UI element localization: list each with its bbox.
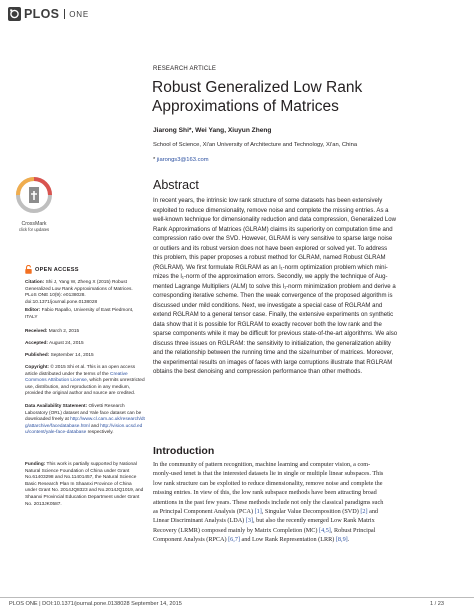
yale-dataset-link[interactable]: http://vision.ucsd.edu/content/yale-face-database <box>25 423 143 436</box>
abstract-line: and the relationship between the running time and the size/number of matrices. Moreover, <box>153 350 394 356</box>
orl-dataset-link[interactable]: http://www.cl.cam.ac.uk/research/dtg/attarchive/facedatabase.html <box>25 417 145 429</box>
crossmark-icon <box>14 175 54 215</box>
affiliation: School of Science, Xi'an University of Architecture and Technology, Xi'an, China <box>153 142 358 148</box>
abstract-line: Rank Approximations of Matrices (GLRAM) claims its superiority on computation time and <box>153 226 393 233</box>
abstract-line: In recent years, the intrinsic low rank structure of some datasets has been extensively <box>153 198 383 204</box>
abstract-line: mizes the l₁-norm of the approximation errors. Secondly, we apply the technique of Aug- <box>153 274 388 280</box>
footer-divider <box>0 597 474 598</box>
abstract-line: well-known technique for dimensionality reduction and data compression, Generalized Low <box>153 217 397 223</box>
introduction-line <box>153 479 457 488</box>
funding-block <box>25 462 145 508</box>
logo-divider <box>64 9 65 19</box>
article-type: RESEARCH ARTICLE <box>153 66 217 72</box>
open-access-label: OPEN ACCESS <box>35 266 79 273</box>
introduction-line <box>153 526 457 535</box>
reference-link[interactable]: [6,7] <box>228 536 240 544</box>
introduction-text: Recovery (LRMR) composed mainly by Matrix Completion (MC) <box>153 526 320 534</box>
title-line: Approximations of Matrices <box>152 98 339 115</box>
editor-block <box>25 308 145 321</box>
introduction-line <box>153 460 457 469</box>
abstract-line: obtains the best denoising and compression performance than other methods. <box>153 369 363 375</box>
data-availability-label: Data Availability Statement: <box>25 404 88 409</box>
introduction-text: attentions in the past few years. These methods include not only the classical paradigms such <box>153 498 384 506</box>
reference-link[interactable]: [3] <box>245 517 254 525</box>
introduction-line <box>153 488 457 497</box>
accepted-block <box>25 341 145 348</box>
introduction-text: . <box>347 536 350 544</box>
introduction-text: as Principal Component Analysis (PCA) <box>153 508 255 516</box>
abstract-line: extend RGLRAM to a general tensor case. Finally, the extensive experiments on synthetic <box>153 312 394 318</box>
data-availability-end: respectively. <box>86 430 114 436</box>
introduction-text: and Low Rank Representation (LRR) <box>239 536 336 544</box>
open-lock-icon <box>25 265 32 274</box>
introduction-text: , Singular Value Decomposition (SVD) <box>261 508 361 516</box>
abstract-line: the experimental results on images of faces with large corruptions illustrate that RGLRAM <box>153 359 393 366</box>
editor-label: Editor: <box>25 308 41 313</box>
abstract-heading: Abstract <box>153 178 199 192</box>
abstract-line: corresponding iterative scheme. Then the weak convergence of the proposed algorithm is <box>153 293 393 299</box>
crossmark-label: CrossMark <box>21 221 47 227</box>
page-number: 1 / 23 <box>430 601 444 607</box>
abstract-line: mented Lagrange Multipliers (ALM) to solve this l₁-norm minimization problem and derive a <box>153 283 396 290</box>
citation-label: Citation: <box>25 280 45 285</box>
abstract-body <box>153 197 457 378</box>
abstract-line: exploited to reduce dimensionality, remove noise and complete the missing entries. As a <box>153 207 389 214</box>
logo-text: PLOS <box>24 7 60 21</box>
license-link[interactable]: Creative Commons Attribution License <box>25 371 128 384</box>
introduction-text: and <box>367 508 379 516</box>
funding-text: This work is partially supported by National Natural Science Foundation of China under Grant No.61403298 and No.11401457, the Natural Science Basic Research Plan In Shaanxi Province of China under Grant No. 2014JQ8323 and No.2014JQ1019, and Shaanxi Provincial Education Department under Grant No. 2013JK0587. <box>25 462 144 507</box>
introduction-line <box>153 498 457 507</box>
reference-link[interactable]: [2] <box>360 508 368 516</box>
introduction-line <box>153 516 457 525</box>
email-star: * <box>153 157 156 163</box>
abstract-line: discuss three issues on RGLRAM: the sensitivity to initialization, the generalization ability <box>153 340 391 347</box>
copyright-text-end: , which permits unrestricted use, distribution, and reproduction in any medium, provided the original author and source are credited. <box>25 378 145 397</box>
introduction-text: monly-used tenet is that the interested datasets lie in single or multiple linear subspaces. This <box>153 470 384 478</box>
abstract-line: data show that it is possible for RGLRAM to exactly recover both the low rank and the <box>153 321 382 328</box>
logo-suffix: ONE <box>69 9 89 19</box>
received-label: Received: <box>25 329 48 334</box>
copyright-text: © 2015 Shi et al. This is an open access article distributed under the terms of the <box>25 365 136 377</box>
published-block <box>25 353 145 360</box>
copyright-label: Copyright: <box>25 365 50 370</box>
footer-citation: PLOS ONE | DOI:10.1371/journal.pone.0138028 September 14, 2015 <box>9 601 182 607</box>
accepted-date: August 24, 2015 <box>47 341 84 346</box>
abstract-line: or outliers and its robust version does not have been explored or solved yet. To address <box>153 245 388 252</box>
accepted-label: Accepted: <box>25 341 48 346</box>
editor-text: Fabio Rapallo, University of East Piedmont, ITALY <box>25 308 134 320</box>
introduction-line <box>153 535 457 544</box>
introduction-text: low rank structure can be exploited to reduce dimensionality, remove noise and complete the <box>153 479 383 487</box>
copyright-block <box>25 365 145 398</box>
reference-link[interactable]: [8,9] <box>335 536 348 544</box>
published-label: Published: <box>25 353 50 358</box>
data-availability-block <box>25 404 145 437</box>
published-date: September 14, 2015 <box>49 353 94 358</box>
authors: Jiarong Shi*, Wei Yang, Xiuyun Zheng <box>153 127 272 134</box>
introduction-text: missing entries. In view of this, the low rank subspace methods have been attracting broad <box>153 489 377 497</box>
article-title <box>152 78 457 116</box>
received-date: March 2, 2015 <box>47 329 80 334</box>
citation-text: Shi J, Yang W, Zheng X (2015) Robust Generalized Low Rank Approximations of Matrices. PLoS ONE 10(9): e0138028. doi:10.1371/journal.pone.0138028 <box>25 280 133 305</box>
email-link[interactable]: jiarongs3@163.com <box>156 157 209 163</box>
introduction-text: , Robust Principal <box>330 526 376 534</box>
introduction-text: In the community of pattern recognition, machine learning and computer vision, a com- <box>153 461 371 468</box>
introduction-line <box>153 507 457 516</box>
abstract-line: compression ratio over the SVD. However, GLRAM is very sensitive to sparse large noise <box>153 236 393 242</box>
crossmark-badge[interactable] <box>14 175 54 232</box>
introduction-line <box>153 469 457 478</box>
title-line: Robust Generalized Low Rank <box>152 79 363 96</box>
received-block <box>25 329 145 336</box>
abstract-line: (RGLRAM). We first formulate RGLRAM as an l₁-norm optimization problem which mini- <box>153 264 388 271</box>
abstract-line: this problem, this paper proposes a robust method for GLRAM, named Robust GLRAM <box>153 255 386 261</box>
reference-link[interactable]: [4,5] <box>319 526 331 534</box>
data-availability-and: and <box>89 423 101 429</box>
abstract-line: discussed under mild conditions. Next, we investigate a special case of RGLRAM and <box>153 302 383 309</box>
introduction-heading: Introduction <box>153 445 215 457</box>
crossmark-sublabel: click for updates <box>18 227 50 232</box>
introduction-text: Component Analysis (RPCA) <box>153 536 229 544</box>
introduction-text: Linear Discriminant Analysis (LDA) <box>153 517 246 525</box>
plos-one-logo[interactable] <box>8 7 89 21</box>
plos-logo-icon <box>8 7 21 21</box>
corresponding-email <box>153 157 209 163</box>
citation-block <box>25 280 145 306</box>
data-availability-text: Olivetti Research Laboratory (ORL) dataset and Yale face dataset can be downloaded freely at <box>25 404 142 423</box>
introduction-body <box>153 460 457 545</box>
open-access-badge <box>25 265 79 274</box>
reference-link[interactable]: [1] <box>254 508 262 516</box>
funding-label: Funding: <box>25 462 46 467</box>
introduction-text: , but also the recently emerged Low Rank Matrix <box>253 517 375 525</box>
abstract-line: sparse components while it may be difficult for previous state-of-the-art algorithms. We also <box>153 331 398 337</box>
